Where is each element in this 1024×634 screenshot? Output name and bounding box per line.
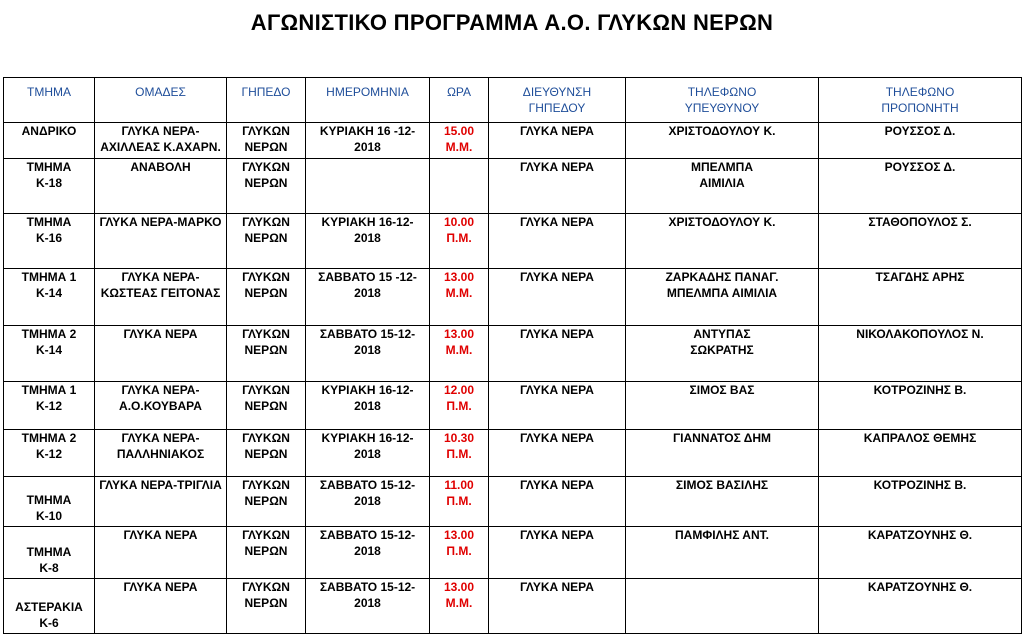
venue-cell: ΓΛΥΚΩΝ ΝΕΡΩΝ (227, 382, 306, 430)
column-header-teams: ΟΜΑΔΕΣ (95, 78, 227, 123)
dept-cell: ΤΜΗΜΑ 1 Κ-12 (4, 382, 95, 430)
date-cell: ΣΑΒΒΑΤΟ 15-12- 2018 (306, 527, 430, 579)
address-cell: ΓΛΥΚΑ ΝΕΡΑ (489, 579, 626, 634)
venue-cell: ΓΛΥΚΩΝ ΝΕΡΩΝ (227, 477, 306, 527)
teams-cell: ΓΛΥΚΑ ΝΕΡΑ- ΑΧΙΛΛΕΑΣ Κ.ΑΧΑΡΝ. (95, 123, 227, 159)
coach-phone-cell: ΚΑΡΑΤΖΟΥΝΗΣ Θ. (819, 527, 1022, 579)
column-header-venue: ΓΗΠΕΔΟ (227, 78, 306, 123)
manager-phone-cell: ΓΙΑΝΝΑΤΟΣ ΔΗΜ (626, 430, 819, 477)
table-row (4, 477, 1022, 527)
teams-cell: ΓΛΥΚΑ ΝΕΡΑ (95, 527, 227, 579)
venue-cell: ΓΛΥΚΩΝ ΝΕΡΩΝ (227, 579, 306, 634)
dept-cell: ΤΜΗΜΑ 1 Κ-14 (4, 269, 95, 326)
venue-cell: ΓΛΥΚΩΝ ΝΕΡΩΝ (227, 326, 306, 382)
address-cell: ΓΛΥΚΑ ΝΕΡΑ (489, 382, 626, 430)
time-cell: 11.00 Π.Μ. (430, 477, 489, 527)
manager-phone-cell: ΜΠΕΛΜΠΑ ΑΙΜΙΛΙΑ (626, 159, 819, 214)
manager-phone-cell (626, 579, 819, 634)
time-cell: 15.00 Μ.Μ. (430, 123, 489, 159)
address-cell: ΓΛΥΚΑ ΝΕΡΑ (489, 326, 626, 382)
teams-cell: ΓΛΥΚΑ ΝΕΡΑ-ΜΑΡΚΟ (95, 214, 227, 269)
address-cell: ΓΛΥΚΑ ΝΕΡΑ (489, 430, 626, 477)
coach-phone-cell: ΚΟΤΡΟΖΙΝΗΣ Β. (819, 477, 1022, 527)
date-cell: ΣΑΒΒΑΤΟ 15-12- 2018 (306, 326, 430, 382)
date-cell (306, 159, 430, 214)
manager-phone-cell: ΣΙΜΟΣ ΒΑΣΙΛΗΣ (626, 477, 819, 527)
teams-cell: ΓΛΥΚΑ ΝΕΡΑ- ΚΩΣΤΕΑΣ ΓΕΙΤΟΝΑΣ (95, 269, 227, 326)
teams-cell: ΓΛΥΚΑ ΝΕΡΑ (95, 579, 227, 634)
date-cell: ΚΥΡΙΑΚΗ 16-12- 2018 (306, 430, 430, 477)
coach-phone-cell: ΚΟΤΡΟΖΙΝΗΣ Β. (819, 382, 1022, 430)
table-row (4, 159, 1022, 214)
manager-phone-cell: ΑΝΤΥΠΑΣ ΣΩΚΡΑΤΗΣ (626, 326, 819, 382)
date-cell: ΣΑΒΒΑΤΟ 15 -12- 2018 (306, 269, 430, 326)
time-cell: 13.00 Π.Μ. (430, 527, 489, 579)
table-row (4, 579, 1022, 634)
dept-cell: ΤΜΗΜΑ 2 Κ-14 (4, 326, 95, 382)
time-cell: 13.00 Μ.Μ. (430, 269, 489, 326)
teams-cell: ΓΛΥΚΑ ΝΕΡΑ- ΠΑΛΛΗΝΙΑΚΟΣ (95, 430, 227, 477)
coach-phone-cell: ΝΙΚΟΛΑΚΟΠΟΥΛΟΣ Ν. (819, 326, 1022, 382)
table-row (4, 269, 1022, 326)
date-cell: ΚΥΡΙΑΚΗ 16-12- 2018 (306, 382, 430, 430)
coach-phone-cell: ΤΣΑΓΔΗΣ ΑΡΗΣ (819, 269, 1022, 326)
manager-phone-cell: ΖΑΡΚΑΔΗΣ ΠΑΝΑΓ. ΜΠΕΛΜΠΑ ΑΙΜΙΛΙΑ (626, 269, 819, 326)
manager-phone-cell: ΣΙΜΟΣ ΒΑΣ (626, 382, 819, 430)
header-row (4, 78, 1022, 123)
date-cell: ΚΥΡΙΑΚΗ 16 -12- 2018 (306, 123, 430, 159)
column-header-address: ΔΙΕΥΘΥΝΣΗ ΓΗΠΕΔΟΥ (489, 78, 626, 123)
address-cell: ΓΛΥΚΑ ΝΕΡΑ (489, 269, 626, 326)
dept-cell: ΤΜΗΜΑ Κ-8 (4, 527, 95, 579)
date-cell: ΣΑΒΒΑΤΟ 15-12- 2018 (306, 477, 430, 527)
column-header-time: ΩΡΑ (430, 78, 489, 123)
address-cell: ΓΛΥΚΑ ΝΕΡΑ (489, 159, 626, 214)
venue-cell: ΓΛΥΚΩΝ ΝΕΡΩΝ (227, 214, 306, 269)
venue-cell: ΓΛΥΚΩΝ ΝΕΡΩΝ (227, 123, 306, 159)
coach-phone-cell: ΚΑΡΑΤΖΟΥΝΗΣ Θ. (819, 579, 1022, 634)
address-cell: ΓΛΥΚΑ ΝΕΡΑ (489, 123, 626, 159)
coach-phone-cell: ΡΟΥΣΣΟΣ Δ. (819, 159, 1022, 214)
teams-cell: ΓΛΥΚΑ ΝΕΡΑ-ΤΡΙΓΛΙΑ (95, 477, 227, 527)
date-cell: ΚΥΡΙΑΚΗ 16-12- 2018 (306, 214, 430, 269)
table-row (4, 326, 1022, 382)
coach-phone-cell: ΣΤΑΘΟΠΟΥΛΟΣ Σ. (819, 214, 1022, 269)
time-cell: 13.00 Μ.Μ. (430, 326, 489, 382)
time-cell (430, 159, 489, 214)
teams-cell: ΑΝΑΒΟΛΗ (95, 159, 227, 214)
time-cell: 10.30 Π.Μ. (430, 430, 489, 477)
table-row (4, 430, 1022, 477)
dept-cell: ΤΜΗΜΑ Κ-10 (4, 477, 95, 527)
table-row (4, 527, 1022, 579)
dept-cell: ΑΣΤΕΡΑΚΙΑ Κ-6 (4, 579, 95, 634)
column-header-phone-coach: ΤΗΛΕΦΩΝΟ ΠΡΟΠΟΝΗΤΗ (819, 78, 1022, 123)
dept-cell: ΤΜΗΜΑ Κ-16 (4, 214, 95, 269)
address-cell: ΓΛΥΚΑ ΝΕΡΑ (489, 214, 626, 269)
address-cell: ΓΛΥΚΑ ΝΕΡΑ (489, 527, 626, 579)
venue-cell: ΓΛΥΚΩΝ ΝΕΡΩΝ (227, 527, 306, 579)
manager-phone-cell: ΧΡΙΣΤΟΔΟΥΛΟΥ Κ. (626, 123, 819, 159)
manager-phone-cell: ΧΡΙΣΤΟΔΟΥΛΟΥ Κ. (626, 214, 819, 269)
column-header-date: ΗΜΕΡΟΜΗΝΙΑ (306, 78, 430, 123)
schedule-body (4, 123, 1022, 634)
venue-cell: ΓΛΥΚΩΝ ΝΕΡΩΝ (227, 430, 306, 477)
time-cell: 10.00 Π.Μ. (430, 214, 489, 269)
table-row (4, 123, 1022, 159)
table-row (4, 214, 1022, 269)
dept-cell: ΤΜΗΜΑ Κ-18 (4, 159, 95, 214)
teams-cell: ΓΛΥΚΑ ΝΕΡΑ (95, 326, 227, 382)
teams-cell: ΓΛΥΚΑ ΝΕΡΑ- Α.Ο.ΚΟΥΒΑΡΑ (95, 382, 227, 430)
time-cell: 13.00 Μ.Μ. (430, 579, 489, 634)
date-cell: ΣΑΒΒΑΤΟ 15-12- 2018 (306, 579, 430, 634)
dept-cell: ΑΝΔΡΙΚΟ (4, 123, 95, 159)
dept-cell: ΤΜΗΜΑ 2 Κ-12 (4, 430, 95, 477)
time-cell: 12.00 Π.Μ. (430, 382, 489, 430)
address-cell: ΓΛΥΚΑ ΝΕΡΑ (489, 477, 626, 527)
column-header-phone-manager: ΤΗΛΕΦΩΝΟ ΥΠΕΥΘΥΝΟΥ (626, 78, 819, 123)
venue-cell: ΓΛΥΚΩΝ ΝΕΡΩΝ (227, 159, 306, 214)
coach-phone-cell: ΡΟΥΣΣΟΣ Δ. (819, 123, 1022, 159)
table-row (4, 382, 1022, 430)
coach-phone-cell: ΚΑΠΡΑΛΟΣ ΘΕΜΗΣ (819, 430, 1022, 477)
manager-phone-cell: ΠΑΜΦΙΛΗΣ ΑΝΤ. (626, 527, 819, 579)
schedule-table (3, 77, 1022, 634)
column-header-dept: ΤΜΗΜΑ (4, 78, 95, 123)
page-title: ΑΓΩΝΙΣΤΙΚΟ ΠΡΟΓΡΑΜΜΑ Α.Ο. ΓΛΥΚΩΝ ΝΕΡΩΝ (250, 10, 774, 35)
venue-cell: ΓΛΥΚΩΝ ΝΕΡΩΝ (227, 269, 306, 326)
